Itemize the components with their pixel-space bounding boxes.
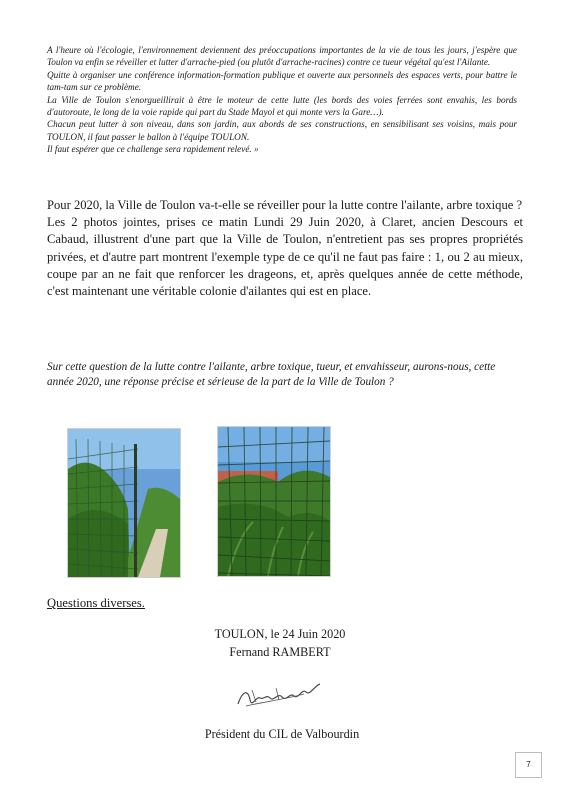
author-role: Président du CIL de Valbourdin	[204, 727, 360, 741]
author-name: Fernand RAMBERT	[229, 644, 331, 659]
body-paragraph: Pour 2020, la Ville de Toulon va-t-elle se réveiller pour la lutte contre l'ailante, arbre toxique ?	[47, 198, 523, 212]
body-paragraph: Les 2 photos jointes, prises ce matin Lundi 29 Juin 2020, à Claret, ancien Descours et Cabaud, illustrent d'une part que la Ville de Toulon, n'entretient pas ses propres propriétés privées, et d'autre part montrent l'exemple type de ce qu'il ne faut pas faire : 1, ou 2 au mieux, coupe par an ne fait que renforcer les drageons, et, après quelques année de cette méthode, c'est maintenant une véritable colonie d'ailantes qui est en place.	[47, 215, 523, 299]
page-number: 7	[515, 752, 542, 778]
quoted-letter	[47, 44, 517, 156]
quote-paragraph: Il faut espérer que ce challenge sera rapidement relevé. »	[47, 144, 259, 155]
main-text	[47, 197, 523, 300]
handwritten-signature	[232, 678, 324, 712]
quote-paragraph: La Ville de Toulon s'enorgueillirait à être le moteur de cette lutte (les bords des voies ferrées sont envahis, les bords d'autoroute, le long de la voie rapide qui part du Stade Mayol et qui monte vers la Gare…).	[47, 94, 517, 118]
signature-block	[180, 626, 380, 661]
question-paragraph: Sur cette question de la lutte contre l'ailante, arbre toxique, tueur, et envahisseur, aurons-nous, cette année 2020, une réponse précise et sérieuse de la part de la Ville de Toulon ?	[47, 361, 496, 389]
photo-fence-path	[67, 428, 181, 578]
photo-fence-ailanthus	[217, 426, 331, 577]
place-date: TOULON, le 24 Juin 2020	[214, 627, 346, 641]
quote-paragraph: Quitte à organiser une conférence information-formation publique et ouverte aux personnels des espaces verts, pour battre le tam-tam sur ce problème.	[47, 69, 517, 93]
quote-paragraph: A l'heure où l'écologie, l'environnement deviennent des préoccupations importantes de la vie de tous les jours, j'espère que Toulon va enfin se réveiller et lutter d'arrache-pied (ou plutôt d'arrache-racines) contre ce tueur végétal qu'est l'Ailante.	[47, 45, 517, 68]
quote-paragraph: Chacun peut lutter à son niveau, dans son jardin, aux abords de ses constructions, en sensibilisant ses voisins, mais pour TOULON, il faut passer le ballon à l'équipe TOULON.	[47, 119, 517, 142]
section-heading-questions: Questions diverses.	[47, 596, 145, 610]
